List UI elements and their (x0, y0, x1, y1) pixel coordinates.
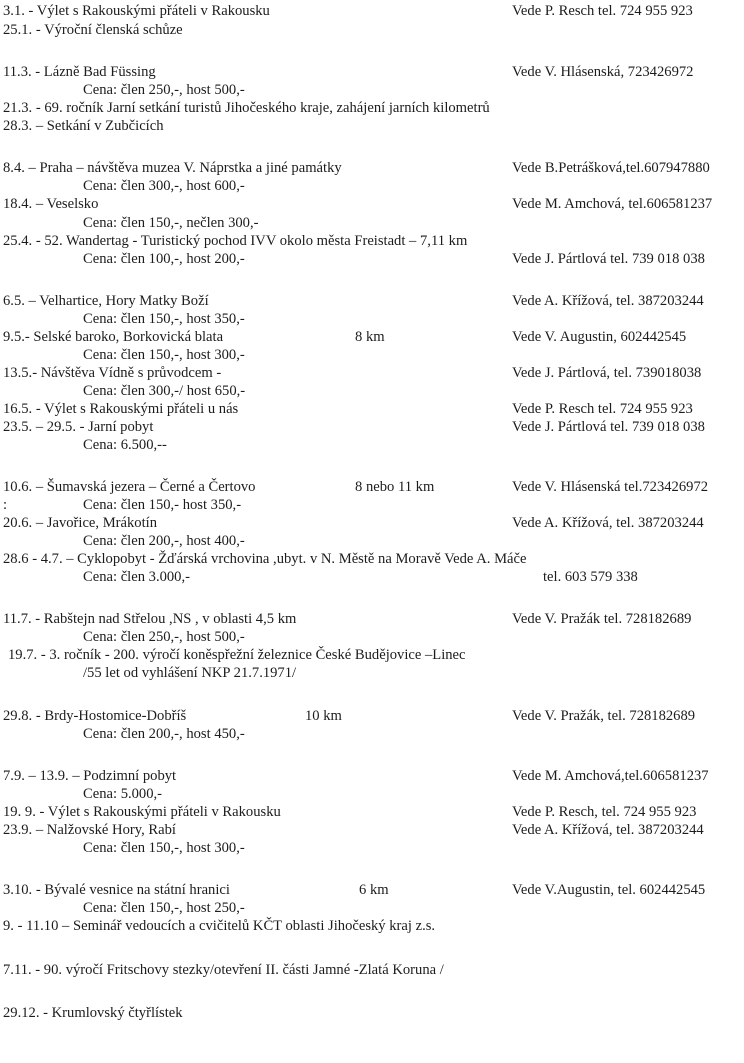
event-text: 20.6. – Javořice, Mrákotín (3, 515, 158, 531)
event-line (3, 250, 744, 269)
event-line (3, 568, 744, 587)
event-price: Cena: člen 100,-, host 200,- (83, 251, 245, 267)
event-price: Cena: člen 200,-, host 400,- (83, 533, 245, 549)
event-line (3, 664, 744, 683)
event-text: 28.6 - 4.7. – Cyklopobyt - Žďárská vrchovina ,ubyt. v N. Městě na Moravě Vede A. Máče (3, 551, 527, 567)
event-leader: Vede M. Amchová, tel.606581237 (512, 196, 713, 212)
event-leader: Vede V.Augustin, tel. 602442545 (512, 882, 706, 898)
event-distance: 8 km (355, 329, 385, 345)
event-price: Cena: člen 150,- host 350,- (83, 497, 242, 513)
event-line (3, 821, 744, 840)
event-text: 29.12. - Krumlovský čtyřlístek (3, 1005, 183, 1021)
event-line (3, 917, 744, 936)
event-leader: Vede J. Pártlová, tel. 739018038 (512, 365, 702, 381)
event-line (3, 628, 744, 647)
event-line (3, 514, 744, 533)
event-line (3, 328, 744, 347)
event-text: 23.5. – 29.5. - Jarní pobyt (3, 419, 154, 435)
event-price: Cena: člen 150,-, nečlen 300,- (83, 215, 259, 231)
event-line (3, 767, 744, 786)
event-line (3, 214, 744, 233)
event-price: Cena: 5.000,- (83, 786, 163, 802)
event-text: 25.4. - 52. Wandertag - Turistický pochod IVV okolo města Freistadt – 7,11 km (3, 233, 468, 249)
event-line (3, 532, 744, 551)
event-leader: Vede A. Křížová, tel. 387203244 (512, 515, 704, 531)
event-line (3, 21, 744, 40)
event-price: Cena: 6.500,-- (83, 437, 167, 453)
event-text: 25.1. - Výroční členská schůze (3, 22, 183, 38)
event-line (3, 899, 744, 918)
event-price: Cena: člen 300,-, host 600,- (83, 178, 245, 194)
event-line (3, 785, 744, 804)
event-line (3, 195, 744, 214)
event-line (3, 159, 744, 178)
event-price: Cena: člen 3.000,- (83, 569, 190, 585)
event-text: 9. - 11.10 – Seminář vedoucích a cvičitelů KČT oblasti Jihočeský kraj z.s. (3, 918, 436, 934)
event-text: 6.5. – Velhartice, Hory Matky Boží (3, 293, 209, 309)
event-line (3, 2, 744, 21)
event-text: 28.3. – Setkání v Zubčicích (3, 118, 164, 134)
event-text: 10.6. – Šumavská jezera – Černé a Čertovo (3, 479, 256, 495)
event-text: 29.8. - Brdy-Hostomice-Dobříš (3, 708, 187, 724)
event-text: 9.5.- Selské baroko, Borkovická blata (3, 329, 224, 345)
event-leader: Vede P. Resch tel. 724 955 923 (512, 401, 693, 417)
event-leader: Vede J. Pártlová tel. 739 018 038 (512, 419, 705, 435)
event-text: 18.4. – Veselsko (3, 196, 99, 212)
event-leader: Vede V. Hlásenská tel.723426972 (512, 479, 709, 495)
event-price: Cena: člen 200,-, host 450,- (83, 726, 245, 742)
event-line (3, 177, 744, 196)
event-line (3, 418, 744, 437)
event-leader: Vede A. Křížová, tel. 387203244 (512, 293, 704, 309)
event-text: 8.4. – Praha – návštěva muzea V. Náprstka a jiné památky (3, 160, 342, 176)
event-price: Cena: člen 300,-/ host 650,- (83, 383, 246, 399)
event-line (3, 1004, 744, 1023)
event-text: 19.7. - 3. ročník - 200. výročí koněspřežní železnice České Budějovice –Linec (8, 647, 466, 663)
event-line (3, 610, 744, 629)
event-leader: Vede B.Petrášková,tel.607947880 (512, 160, 710, 176)
event-line (3, 292, 744, 311)
event-line (3, 803, 744, 822)
event-line (3, 99, 744, 118)
event-text: 13.5.- Návštěva Vídně s průvodcem - (3, 365, 222, 381)
event-text: 16.5. - Výlet s Rakouskými přáteli u nás (3, 401, 239, 417)
event-price: Cena: člen 150,-, host 300,- (83, 347, 245, 363)
event-leader: tel. 603 579 338 (543, 569, 638, 585)
event-line (3, 550, 744, 569)
event-distance: 6 km (359, 882, 389, 898)
event-leader: Vede V. Pražák, tel. 728182689 (512, 708, 696, 724)
event-line (3, 436, 744, 455)
event-leader: Vede V. Pražák tel. 728182689 (512, 611, 692, 627)
event-price: Cena: člen 250,-, host 500,- (83, 629, 245, 645)
event-text: 3.10. - Bývalé vesnice na státní hranici (3, 882, 230, 898)
event-leader: Vede P. Resch tel. 724 955 923 (512, 3, 693, 19)
event-leader: Vede P. Resch, tel. 724 955 923 (512, 804, 697, 820)
event-line (3, 496, 744, 515)
event-price: Cena: člen 250,-, host 500,- (83, 82, 245, 98)
event-text: 7.11. - 90. výročí Fritschovy stezky/otevření II. části Jamné -Zlatá Koruna / (3, 962, 444, 978)
event-line (3, 478, 744, 497)
event-distance: 8 nebo 11 km (355, 479, 435, 495)
event-text: 3.1. - Výlet s Rakouskými přáteli v Rakousku (3, 3, 270, 19)
event-line (3, 382, 744, 401)
event-leader: Vede M. Amchová,tel.606581237 (512, 768, 709, 784)
event-line (3, 839, 744, 858)
event-text: 19. 9. - Výlet s Rakouskými přáteli v Rakousku (3, 804, 281, 820)
event-line (3, 117, 744, 136)
event-leader: Vede V. Hlásenská, 723426972 (512, 64, 694, 80)
event-line (3, 232, 744, 251)
event-note: /55 let od vyhlášení NKP 21.7.1971/ (83, 665, 297, 681)
event-leader: Vede J. Pártlová tel. 739 018 038 (512, 251, 705, 267)
event-text: 23.9. – Nalžovské Hory, Rabí (3, 822, 176, 838)
event-text: 11.3. - Lázně Bad Füssing (3, 64, 156, 80)
event-line (3, 707, 744, 726)
event-line (3, 646, 744, 665)
event-line (3, 346, 744, 365)
event-price: Cena: člen 150,-, host 250,- (83, 900, 245, 916)
event-line (3, 63, 744, 82)
event-distance: 10 km (305, 708, 342, 724)
event-text: 11.7. - Rabštejn nad Střelou ,NS , v oblasti 4,5 km (3, 611, 297, 627)
event-text: 21.3. - 69. ročník Jarní setkání turistů Jihočeského kraje, zahájení jarních kilometrů (3, 100, 490, 116)
event-line (3, 310, 744, 329)
event-line (3, 725, 744, 744)
event-price: Cena: člen 150,-, host 300,- (83, 840, 245, 856)
event-line (3, 81, 744, 100)
event-leader: Vede A. Křížová, tel. 387203244 (512, 822, 704, 838)
event-line (3, 400, 744, 419)
event-price: Cena: člen 150,-, host 350,- (83, 311, 245, 327)
event-line (3, 881, 744, 900)
event-line (3, 364, 744, 383)
event-leader: Vede V. Augustin, 602442545 (512, 329, 687, 345)
event-text: : (3, 497, 8, 513)
event-line (3, 961, 744, 980)
event-text: 7.9. – 13.9. – Podzimní pobyt (3, 768, 177, 784)
